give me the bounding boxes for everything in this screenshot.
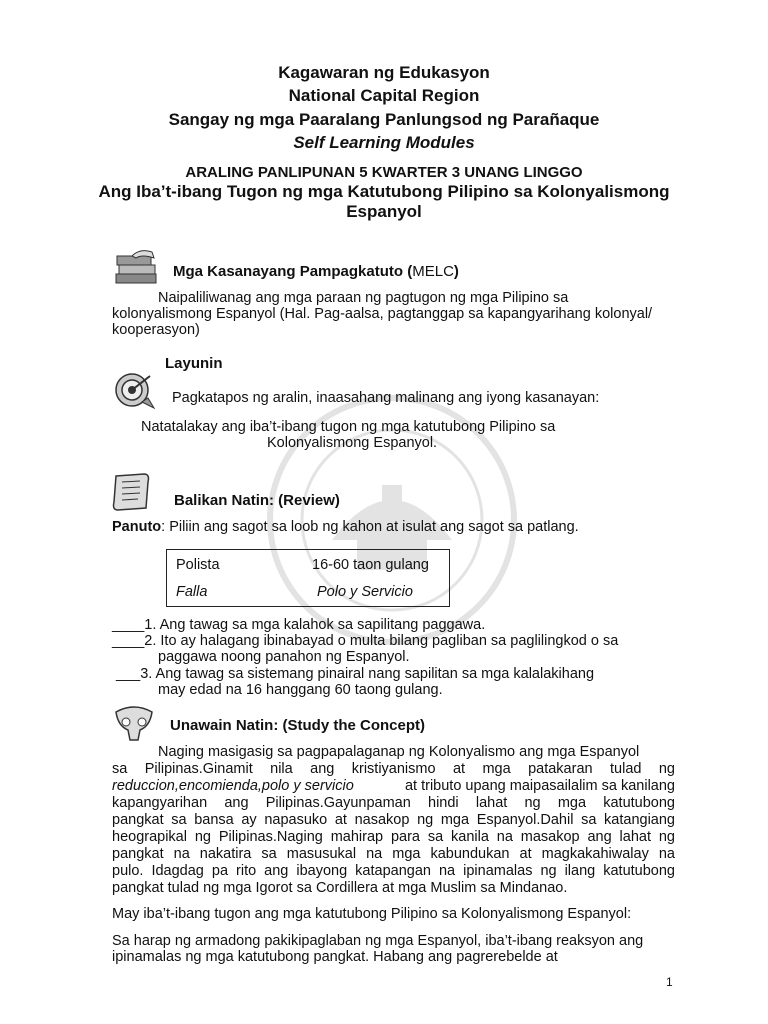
choice-falla: Falla xyxy=(176,584,208,600)
choice-polista: Polista xyxy=(176,557,220,573)
question-3: ___3. Ang tawag sa sistemang pinairal nang sapilitan sa mga kalalakihang xyxy=(116,666,595,682)
choice-age-range: 16-60 taon gulang xyxy=(312,557,429,573)
concept-line1: Naging masigasig sa pagpapalaganap ng Kolonyalismo ang mga Espanyol xyxy=(158,744,640,760)
objective-line2: Kolonyalismong Espanyol. xyxy=(267,435,438,451)
concept-line7: pangkat na nakatira sa masusukal na mga kabundukan at magkakahiwalay na xyxy=(112,846,675,862)
layunin-heading: Layunin xyxy=(165,355,223,372)
melc-line3: kooperasyon) xyxy=(112,322,200,338)
concept-line6: heograpikal ng Pilipinas.Naging mahirap para sa kanila na masakop ang lahat ng xyxy=(112,829,675,845)
choice-polo-y-servicio: Polo y Servicio xyxy=(317,584,413,600)
topic-title-line2: Espanyol xyxy=(346,202,422,221)
choices-box xyxy=(166,549,450,607)
concept-line9: pangkat tulad ng mga Igorot sa Cordillera at mga Muslim sa Mindanao. xyxy=(112,880,568,896)
header-department: Kagawaran ng Edukasyon xyxy=(278,63,490,82)
layunin-intro: Pagkatapos ng aralin, inaasahang malinang ang iyong kasanayan: xyxy=(172,390,600,406)
concept-line3-rest: at tributo upang maipasailalim sa kanilang xyxy=(404,778,675,794)
target-icon xyxy=(112,370,156,410)
concept-line2: sa Pilipinas.Ginamit nila ang kristiyanismo at mga patakaran tulad ng xyxy=(112,761,675,777)
topic-title-line1: Ang Iba’t-ibang Tugon ng mga Katutubong Pilipino sa Kolonyalismong xyxy=(98,182,670,201)
melc-line2: kolonyalismong Espanyol (Hal. Pag-aalsa, pagtanggap sa kapangyarihang kolonyal/ xyxy=(112,306,653,322)
responses-intro: May iba’t-ibang tugon ang mga katutubong Pilipino sa Kolonyalismong Espanyol: xyxy=(112,906,632,922)
concept-line8: pulo. Idagdag pa rito ang ibayong katapangan na ipinamalas ng ilang katutubong xyxy=(112,863,675,879)
question-3-cont: may edad na 16 hanggang 60 taong gulang. xyxy=(158,682,443,698)
question-2-cont: paggawa noong panahon ng Espanyol. xyxy=(158,649,410,665)
question-2: ____2. Ito ay halagang ibinabayad o multa bilang pagliban sa paglilingkod o sa xyxy=(112,633,619,649)
page-number: 1 xyxy=(666,975,673,989)
melc-line1: Naipaliliwanag ang mga paraan ng pagtugon ng mga Pilipino sa xyxy=(158,290,569,306)
responses-line2: ipinamalas ng mga katutubong pangkat. Habang ang pagrerebelde at xyxy=(112,949,558,965)
subject-line: ARALING PANLIPUNAN 5 KWARTER 3 UNANG LINGGO xyxy=(185,164,583,181)
unawain-heading: Unawain Natin: (Study the Concept) xyxy=(170,717,425,734)
header-region: National Capital Region xyxy=(288,86,480,105)
concept-line4: kapangyarihan ang Pilipinas.Gayunpaman hindi lahat ng mga katutubong xyxy=(112,795,675,811)
question-1: ____1. Ang tawag sa mga kalahok sa sapilitang paggawa. xyxy=(112,617,486,633)
header-modules: Self Learning Modules xyxy=(293,133,475,152)
scroll-icon xyxy=(110,470,154,514)
panuto-instruction: Panuto: Piliin ang sagot sa loob ng kahon at isulat ang sagot sa patlang. xyxy=(112,519,579,535)
responses-line1: Sa harap ng armadong pakikipaglaban ng mga Espanyol, iba’t-ibang reaksyon ang xyxy=(112,933,644,949)
pelvis-icon xyxy=(112,704,156,744)
concept-line5: pangkat sa bansa ay napasuko at nasakop ng mga Espanyol.Dahil sa katangiang xyxy=(112,812,675,828)
concept-italic-terms: reduccion,encomienda,polo y servicio xyxy=(112,778,354,794)
books-icon xyxy=(112,248,162,288)
melc-heading: Mga Kasanayang Pampagkatuto (MELC) xyxy=(173,263,459,280)
balikan-heading: Balikan Natin: (Review) xyxy=(174,492,340,509)
concept-line3 xyxy=(112,778,675,795)
header-division: Sangay ng mga Paaralang Panlungsod ng Parañaque xyxy=(168,110,600,129)
objective-line1: Natatalakay ang iba’t-ibang tugon ng mga katutubong Pilipino sa xyxy=(141,419,556,435)
